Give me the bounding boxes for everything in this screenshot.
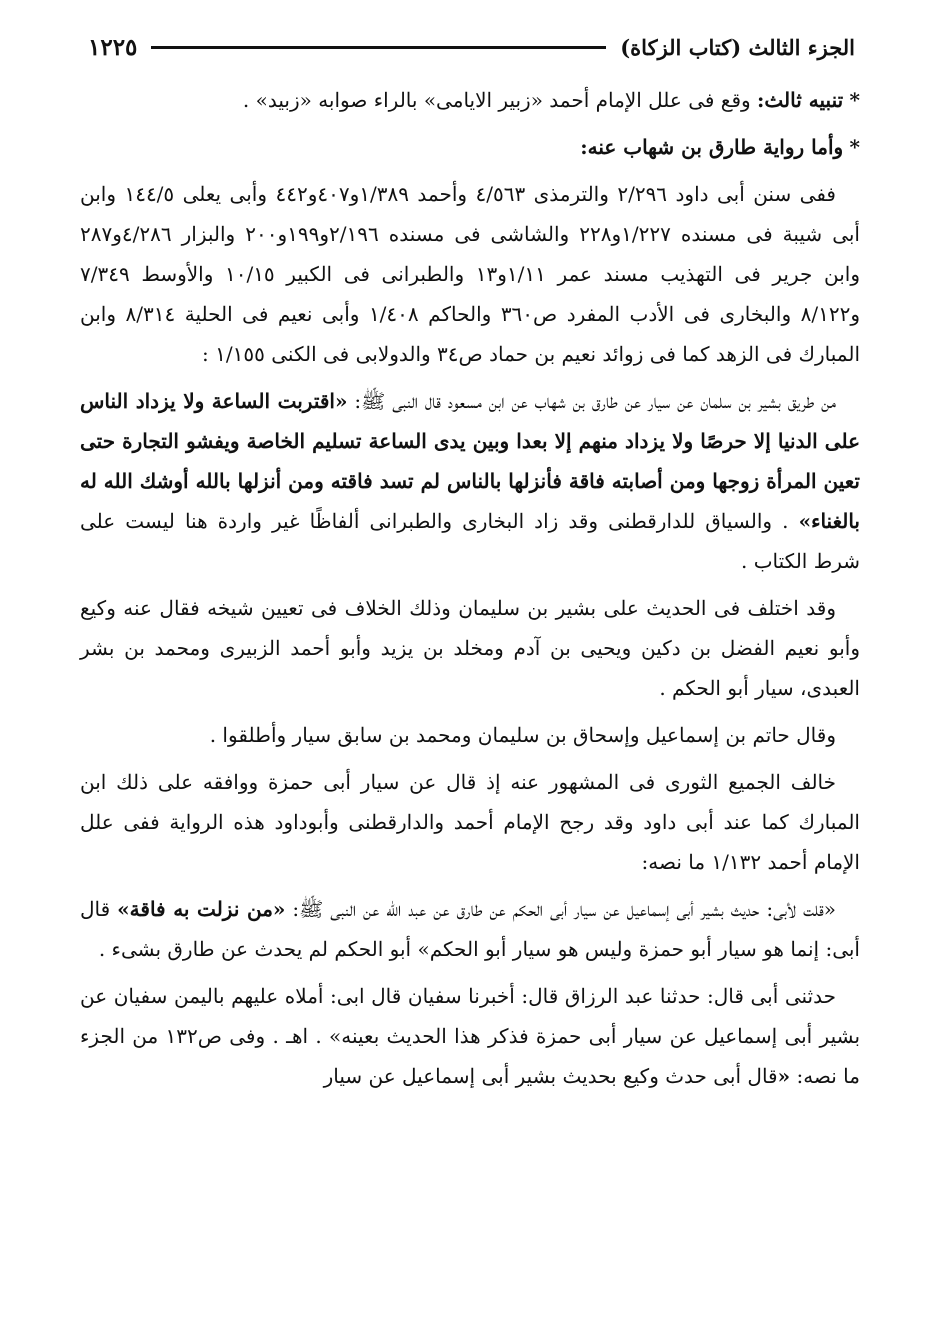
- quote-hadith: «من نزلت به فاقة»: [117, 897, 286, 921]
- page-number: ١٢٢٥: [88, 33, 138, 61]
- section-heading: وأما رواية طارق بن شهاب عنه:: [580, 135, 844, 159]
- hadith-text: «اقتربت الساعة ولا يزداد الناس على الدنيا إلا حرصًا ولا يزداد منهم إلا بعدا وبين يدى الساعة تسليم الخاصة ويفشو التجارة حتى تعين المرأة زوجها ومن أصابته فاقة فأنزلها بالناس لم تسد فاقته ومن أنزلها بالله أوشك الله له بالغناء»: [80, 389, 860, 533]
- header-rule: [151, 46, 606, 49]
- paragraph-sources: [80, 174, 860, 374]
- paragraph-hadith: [80, 381, 860, 581]
- paragraph-note-three: [80, 80, 860, 120]
- quote-text-a: «قلت لأبى: حديث بشير أبى إسماعيل عن سيار أبى الحكم عن طارق عن عبد الله عن النبى ﷺ:: [285, 897, 837, 921]
- paragraph-abdulrazzaq: [80, 976, 860, 1096]
- abdulrazzaq-text: حدثنى أبى قال: حدثنا عبد الرزاق قال: أخبرنا سفيان قال ابى: أملاه عليهم باليمن سفيان عن بشير أبى إسماعيل عن سيار أبى حمزة فذكر هذا الحديث بعينه» . اهـ . وفى ص١٣٢ من الجزء ما نصه:: [80, 984, 861, 1088]
- chain-text: من طريق بشير بن سلمان عن سيار عن طارق بن شهاب عن ابن مسعود قال النبى ﷺ:: [347, 389, 836, 413]
- paragraph-section-heading: [80, 127, 860, 167]
- paragraph-thawri: [80, 762, 860, 882]
- page-body: [80, 80, 860, 1103]
- asterisk-marker: *: [849, 88, 860, 112]
- hadith-comment: . والسياق للدارقطنى وقد زاد البخارى والطبرانى ألفاظًا غير واردة هنا ليست على شرط الكتاب .: [80, 509, 860, 573]
- note-heading: تنبيه ثالث:: [757, 88, 844, 112]
- hatim-text: وقال حاتم بن إسماعيل وإسحاق بن سليمان ومحمد بن سابق سيار وأطلقوا .: [209, 723, 836, 747]
- quote-text-b: قال أبى: إنما هو سيار أبو حمزة وليس هو سيار أبو الحكم» أبو الحكم لم يحدث عن طارق بشىء .: [80, 897, 860, 961]
- running-header: [88, 30, 855, 64]
- disagreement-text: وقد اختلف فى الحديث على بشير بن سليمان وذلك الخلاف فى تعيين شيخه فقال عنه وكيع وأبو نعيم الفضل بن دكين ويحيى بن آدم ومخلد بن يزيد وأبو أحمد الزبيرى ومحمد بن بشر العبدى، سيار أبو الحكم .: [80, 596, 860, 700]
- paragraph-quote-ilal: [80, 889, 860, 969]
- paragraph-disagreement: [80, 588, 860, 708]
- paragraph-hatim: [80, 715, 860, 755]
- quote-mark: «: [777, 1064, 791, 1088]
- thawri-text: خالف الجميع الثورى فى المشهور عنه إذ قال عن سيار أبى حمزة ووافقه على ذلك ابن المبارك كما عند أبى داود وقد رجح الإمام أحمد والدارقطنى وأبوداود هذه الرواية ففى علل الإمام أحمد ١/١٣٢ ما نصه:: [80, 770, 860, 874]
- waki-text: قال أبى حدث وكيع بحديث بشير أبى إسماعيل عن سيار: [323, 1064, 778, 1088]
- sources-text: ففى سنن أبى داود ٢/٢٩٦ والترمذى ٤/٥٦٣ وأحمد ١/٣٨٩و٤٠٧و٤٤٢ وأبى يعلى ١٤٤/٥ وابن أبى شيبة فى مسنده ١/٢٢٧و٢٢٨ والشاشى فى مسنده ٢/١٩٦و١٩٩و٢٠٠ والبزار ٤/٢٨٦و٢٨٧ وابن جرير فى التهذيب مسند عمر ١/١١و١٣ والطبرانى فى الكبير ١٠/١٥ والأوسط ٧/٣٤٩ و٨/١٢٢ والبخارى فى الأدب المفرد ص٣٦٠ والحاكم ١/٤٠٨ وأبى نعيم فى الحلية ٨/٣١٤ وابن المبارك فى الزهد كما فى زوائد نعيم بن حماد ص٣٤ والدولابى فى الكنى ١/١٥٥ :: [80, 182, 860, 366]
- note-text: وقع فى علل الإمام أحمد «زبير الايامى» بالراء صوابه «زبيد» .: [242, 88, 758, 112]
- asterisk-marker: *: [849, 135, 860, 159]
- header-title: الجزء الثالث (كتاب الزكاة): [620, 34, 855, 60]
